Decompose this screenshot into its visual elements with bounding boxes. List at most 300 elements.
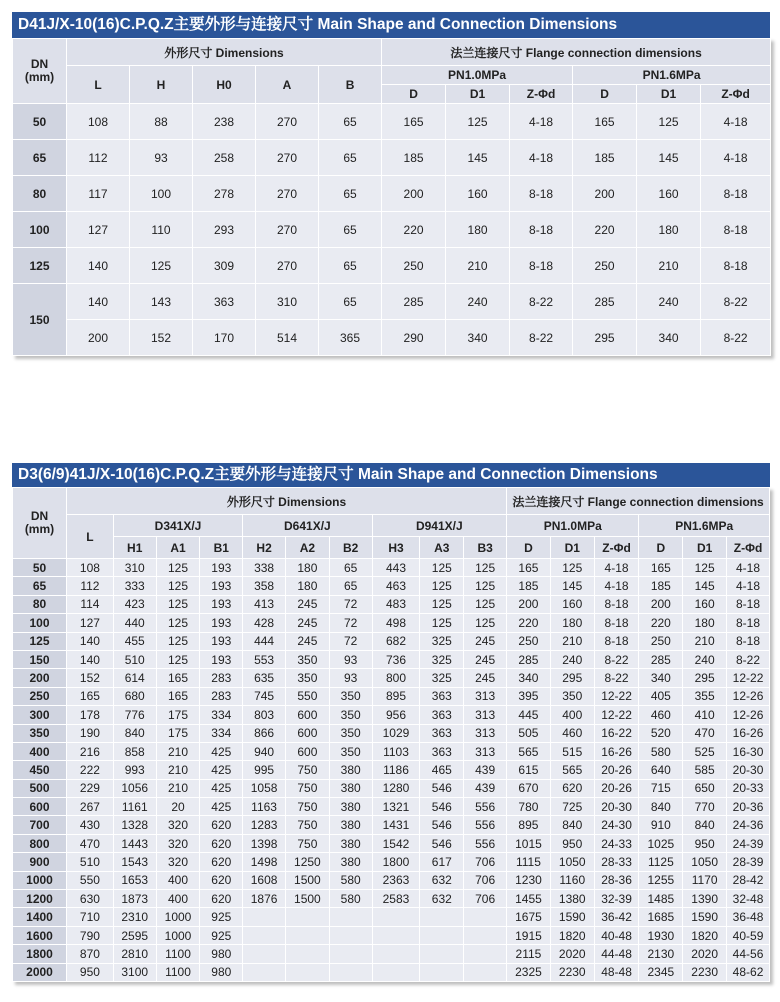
- table-cell: 100: [130, 176, 193, 212]
- table-cell: 803: [243, 706, 286, 724]
- col-header: D: [507, 537, 551, 559]
- table-cell: 600: [285, 724, 329, 742]
- table-cell: 950: [66, 963, 113, 981]
- table-cell: [329, 963, 372, 981]
- table-cell: 1170: [683, 871, 727, 889]
- table-cell: 4-18: [594, 559, 639, 577]
- table-cell: 428: [243, 614, 286, 632]
- dn-cell: 1400: [13, 908, 67, 926]
- table-cell: 340: [639, 669, 683, 687]
- table-cell: 165: [156, 669, 200, 687]
- table-cell: 338: [243, 559, 286, 577]
- table-cell: 350: [329, 742, 372, 760]
- table-row: [13, 926, 770, 944]
- table-cell: 463: [372, 577, 420, 595]
- table-cell: 400: [550, 706, 594, 724]
- table-cell: 1000: [156, 926, 200, 944]
- table-cell: 550: [66, 871, 113, 889]
- table-cell: [329, 945, 372, 963]
- table-cell: 333: [113, 577, 156, 595]
- table-cell: 210: [550, 632, 594, 650]
- table-cell: 585: [683, 761, 727, 779]
- table-cell: 1050: [550, 853, 594, 871]
- table2-body: [13, 559, 770, 982]
- table-cell: 28-39: [727, 853, 770, 871]
- col-L: L: [66, 515, 113, 559]
- table-cell: 325: [420, 650, 464, 668]
- dimensions-header: 外形尺寸 Dimensions: [66, 488, 506, 515]
- table-cell: 1160: [550, 871, 594, 889]
- table-cell: 28-42: [727, 871, 770, 889]
- table-cell: 2020: [550, 945, 594, 963]
- table-cell: 125: [420, 595, 464, 613]
- table-cell: 1590: [683, 908, 727, 926]
- table-cell: 48-48: [594, 963, 639, 981]
- table-row: [13, 140, 771, 176]
- table-cell: 425: [200, 779, 243, 797]
- table-cell: 682: [372, 632, 420, 650]
- table-cell: 285: [382, 284, 446, 320]
- table-cell: 175: [156, 724, 200, 742]
- table-row: [13, 104, 771, 140]
- table-cell: 125: [464, 614, 507, 632]
- table-cell: 114: [66, 595, 113, 613]
- table-cell: 250: [573, 248, 637, 284]
- table-cell: 1590: [550, 908, 594, 926]
- table-cell: 145: [550, 577, 594, 595]
- table-row: [13, 595, 770, 613]
- table-cell: 750: [285, 798, 329, 816]
- table2-block: [12, 463, 770, 982]
- table-cell: 413: [243, 595, 286, 613]
- table-cell: 750: [285, 761, 329, 779]
- table-cell: 2810: [113, 945, 156, 963]
- table-cell: 340: [507, 669, 551, 687]
- table-cell: 152: [130, 320, 193, 356]
- table-cell: 640: [639, 761, 683, 779]
- table-cell: 245: [464, 669, 507, 687]
- table-cell: 1029: [372, 724, 420, 742]
- table-cell: 193: [200, 559, 243, 577]
- table-cell: 1380: [550, 890, 594, 908]
- table-cell: 222: [66, 761, 113, 779]
- table-cell: 425: [200, 798, 243, 816]
- table-row: [13, 212, 771, 248]
- table-cell: [285, 963, 329, 981]
- table-cell: 140: [67, 248, 130, 284]
- pn16-header: PN1.6MPa: [573, 66, 771, 85]
- table-cell: 200: [507, 595, 551, 613]
- col-header: H1: [113, 537, 156, 559]
- table-cell: 1820: [550, 926, 594, 944]
- table-cell: 363: [420, 706, 464, 724]
- table-cell: 65: [319, 212, 382, 248]
- table-cell: 125: [130, 248, 193, 284]
- table-cell: 65: [319, 140, 382, 176]
- table-cell: 556: [464, 834, 507, 852]
- table-cell: [420, 963, 464, 981]
- pn10-header: PN1.0MPa: [382, 66, 573, 85]
- table-row: [13, 706, 770, 724]
- table-cell: 1498: [243, 853, 286, 871]
- table-cell: 200: [67, 320, 130, 356]
- table-cell: 380: [329, 779, 372, 797]
- table-cell: 980: [200, 963, 243, 981]
- table-cell: 995: [243, 761, 286, 779]
- dn-cell: 125: [13, 248, 67, 284]
- table-cell: 546: [420, 834, 464, 852]
- table-cell: 8-18: [727, 595, 770, 613]
- table-cell: 440: [113, 614, 156, 632]
- table-cell: 16-22: [594, 724, 639, 742]
- dn-cell: 600: [13, 798, 67, 816]
- table-cell: 258: [193, 140, 256, 176]
- table-cell: 165: [507, 559, 551, 577]
- table-cell: 580: [639, 742, 683, 760]
- table-cell: 1250: [285, 853, 329, 871]
- table-cell: 320: [156, 834, 200, 852]
- table-cell: 380: [329, 834, 372, 852]
- dn-cell: 100: [13, 614, 67, 632]
- table-cell: 635: [243, 669, 286, 687]
- dn-cell: 65: [13, 140, 67, 176]
- dn-cell: 50: [13, 104, 67, 140]
- table-cell: 1000: [156, 908, 200, 926]
- group-d641: D641X/J: [243, 515, 372, 537]
- table-cell: 72: [329, 595, 372, 613]
- dn-cell: 1000: [13, 871, 67, 889]
- col-header: Z-Φd: [594, 537, 639, 559]
- table-cell: 2325: [507, 963, 551, 981]
- table-cell: 400: [156, 890, 200, 908]
- table-cell: 580: [329, 871, 372, 889]
- table-cell: 1015: [507, 834, 551, 852]
- table-cell: 313: [464, 724, 507, 742]
- table-cell: 12-26: [727, 706, 770, 724]
- table-cell: 1675: [507, 908, 551, 926]
- table-cell: 430: [66, 816, 113, 834]
- table-cell: 210: [156, 742, 200, 760]
- table-cell: 395: [507, 687, 551, 705]
- table-cell: 8-22: [510, 320, 573, 356]
- table-cell: 355: [683, 687, 727, 705]
- table-cell: 193: [200, 632, 243, 650]
- table-cell: 20-30: [594, 798, 639, 816]
- table-cell: 1485: [639, 890, 683, 908]
- table-cell: 88: [130, 104, 193, 140]
- dn-cell: 900: [13, 853, 67, 871]
- table-cell: 12-26: [727, 687, 770, 705]
- col-header: B1: [200, 537, 243, 559]
- table-row: [13, 798, 770, 816]
- table-cell: 8-22: [510, 284, 573, 320]
- table-cell: 750: [285, 834, 329, 852]
- table-cell: 285: [507, 650, 551, 668]
- table-cell: 380: [329, 816, 372, 834]
- table-cell: 185: [639, 577, 683, 595]
- table-cell: 125: [550, 559, 594, 577]
- table-row: [13, 834, 770, 852]
- table-cell: 125: [420, 559, 464, 577]
- table-cell: 750: [285, 779, 329, 797]
- table-cell: 295: [573, 320, 637, 356]
- table-cell: 956: [372, 706, 420, 724]
- table-cell: 28-33: [594, 853, 639, 871]
- table-cell: 36-48: [727, 908, 770, 926]
- table-cell: 632: [420, 890, 464, 908]
- table-cell: 1876: [243, 890, 286, 908]
- table-cell: 152: [66, 669, 113, 687]
- table-cell: 2230: [683, 963, 727, 981]
- table-cell: 1230: [507, 871, 551, 889]
- table-cell: 140: [66, 650, 113, 668]
- table-row: [13, 816, 770, 834]
- dn-cell: 80: [13, 176, 67, 212]
- dn-cell: 1200: [13, 890, 67, 908]
- pn16-header: PN1.6MPa: [639, 515, 770, 537]
- col-D-pn16: D: [573, 85, 637, 104]
- table-cell: 4-18: [510, 104, 573, 140]
- table-cell: 125: [420, 577, 464, 595]
- table1: [12, 38, 771, 356]
- table-cell: 565: [550, 761, 594, 779]
- table-cell: 1163: [243, 798, 286, 816]
- dn-cell: 250: [13, 687, 67, 705]
- col-header: A3: [420, 537, 464, 559]
- table1-body: [13, 104, 771, 356]
- table-cell: 125: [156, 614, 200, 632]
- table-cell: 1443: [113, 834, 156, 852]
- table-cell: 125: [446, 104, 510, 140]
- table-cell: 28-36: [594, 871, 639, 889]
- table-cell: 993: [113, 761, 156, 779]
- table-cell: 320: [156, 816, 200, 834]
- table-cell: 380: [329, 761, 372, 779]
- table-cell: 363: [420, 687, 464, 705]
- table-cell: 514: [256, 320, 319, 356]
- col-header: A2: [285, 537, 329, 559]
- table-cell: 745: [243, 687, 286, 705]
- table-cell: 48-62: [727, 963, 770, 981]
- table-cell: 240: [683, 650, 727, 668]
- table-row: [13, 320, 771, 356]
- table-cell: 240: [550, 650, 594, 668]
- pn10-header: PN1.0MPa: [507, 515, 639, 537]
- table-row: [13, 669, 770, 687]
- col-header: B2: [329, 537, 372, 559]
- table-cell: 250: [507, 632, 551, 650]
- table-cell: 525: [683, 742, 727, 760]
- table-cell: 1873: [113, 890, 156, 908]
- table-cell: 185: [573, 140, 637, 176]
- table-cell: 510: [66, 853, 113, 871]
- table1-title: D41J/X-10(16)C.P.Q.Z主要外形与连接尺寸 Main Shape and Connection Dimensions: [12, 12, 770, 38]
- table-cell: 439: [464, 779, 507, 797]
- table-cell: 1100: [156, 963, 200, 981]
- table-cell: [420, 908, 464, 926]
- table-cell: [372, 926, 420, 944]
- table-row: [13, 779, 770, 797]
- table-cell: 520: [639, 724, 683, 742]
- table-cell: 1542: [372, 834, 420, 852]
- table-cell: 125: [156, 559, 200, 577]
- table-cell: 4-18: [727, 559, 770, 577]
- table-cell: 180: [285, 559, 329, 577]
- col-L: L: [67, 66, 130, 104]
- table-cell: 620: [200, 853, 243, 871]
- table-cell: 465: [420, 761, 464, 779]
- table-cell: 185: [507, 577, 551, 595]
- table-cell: [464, 963, 507, 981]
- col-header: D: [639, 537, 683, 559]
- table-cell: 910: [639, 816, 683, 834]
- table-cell: 20-33: [727, 779, 770, 797]
- table-cell: 895: [507, 816, 551, 834]
- dn-header: DN (mm): [13, 488, 67, 559]
- table-cell: 1328: [113, 816, 156, 834]
- dn-cell: 2000: [13, 963, 67, 981]
- table-cell: 93: [130, 140, 193, 176]
- table-cell: 350: [550, 687, 594, 705]
- table-cell: 125: [464, 577, 507, 595]
- table-cell: 240: [446, 284, 510, 320]
- table-row: [13, 687, 770, 705]
- table-cell: 160: [637, 176, 701, 212]
- col-header: Z-Φd: [727, 537, 770, 559]
- table-row: [13, 853, 770, 871]
- table-cell: 443: [372, 559, 420, 577]
- table-cell: 313: [464, 706, 507, 724]
- col-D-pn10: D: [382, 85, 446, 104]
- table-cell: 200: [382, 176, 446, 212]
- table-cell: 670: [507, 779, 551, 797]
- table-cell: 145: [637, 140, 701, 176]
- col-header: H2: [243, 537, 286, 559]
- table-cell: 1058: [243, 779, 286, 797]
- table-cell: 1161: [113, 798, 156, 816]
- table-cell: 193: [200, 614, 243, 632]
- table-cell: 220: [573, 212, 637, 248]
- dn-cell: 450: [13, 761, 67, 779]
- table-cell: 16-26: [594, 742, 639, 760]
- table-cell: 725: [550, 798, 594, 816]
- table-cell: 425: [200, 761, 243, 779]
- table-row: [13, 284, 771, 320]
- table-cell: 1186: [372, 761, 420, 779]
- table-cell: 556: [464, 816, 507, 834]
- table-cell: 245: [285, 595, 329, 613]
- table-cell: 270: [256, 176, 319, 212]
- table-cell: 790: [66, 926, 113, 944]
- table-cell: 1543: [113, 853, 156, 871]
- table-cell: 8-22: [594, 669, 639, 687]
- dn-cell: 1600: [13, 926, 67, 944]
- table-cell: 290: [382, 320, 446, 356]
- table-cell: 180: [637, 212, 701, 248]
- table-cell: 245: [285, 614, 329, 632]
- table-cell: 125: [156, 577, 200, 595]
- dn-cell: 800: [13, 834, 67, 852]
- table-cell: 2130: [639, 945, 683, 963]
- table-cell: 20: [156, 798, 200, 816]
- table-cell: 165: [639, 559, 683, 577]
- table-cell: 950: [683, 834, 727, 852]
- col-H0: H0: [193, 66, 256, 104]
- table-cell: 44-56: [727, 945, 770, 963]
- table2: [12, 487, 770, 982]
- table-cell: 140: [66, 632, 113, 650]
- table-cell: 185: [382, 140, 446, 176]
- table-cell: 620: [550, 779, 594, 797]
- table-cell: 190: [66, 724, 113, 742]
- table-cell: 615: [507, 761, 551, 779]
- table-cell: 1608: [243, 871, 286, 889]
- table-cell: 2115: [507, 945, 551, 963]
- table-cell: 165: [382, 104, 446, 140]
- table-cell: 546: [420, 816, 464, 834]
- table-cell: 1100: [156, 945, 200, 963]
- table-cell: 160: [550, 595, 594, 613]
- table-cell: 125: [156, 650, 200, 668]
- table-cell: 160: [446, 176, 510, 212]
- dn-cell: 50: [13, 559, 67, 577]
- table-cell: 125: [156, 632, 200, 650]
- table-cell: 180: [683, 614, 727, 632]
- table-cell: 8-18: [594, 595, 639, 613]
- table-cell: 715: [639, 779, 683, 797]
- table-cell: [243, 963, 286, 981]
- table-cell: 840: [550, 816, 594, 834]
- table-cell: 145: [683, 577, 727, 595]
- dn-cell: 125: [13, 632, 67, 650]
- table-cell: 1103: [372, 742, 420, 760]
- table-cell: 270: [256, 212, 319, 248]
- table-cell: 1398: [243, 834, 286, 852]
- table-row: [13, 908, 770, 926]
- table-cell: 293: [193, 212, 256, 248]
- table-cell: 180: [446, 212, 510, 248]
- table-cell: 143: [130, 284, 193, 320]
- table-cell: 65: [329, 559, 372, 577]
- table-cell: 295: [683, 669, 727, 687]
- table-cell: 229: [66, 779, 113, 797]
- table-cell: [420, 926, 464, 944]
- table-cell: 600: [285, 742, 329, 760]
- table-cell: 483: [372, 595, 420, 613]
- table-cell: 2020: [683, 945, 727, 963]
- table-cell: [285, 926, 329, 944]
- table-cell: 1283: [243, 816, 286, 834]
- col-A: A: [256, 66, 319, 104]
- dn-cell: 500: [13, 779, 67, 797]
- table-cell: 240: [637, 284, 701, 320]
- table-cell: 8-18: [594, 632, 639, 650]
- table-cell: 32-48: [727, 890, 770, 908]
- table-cell: 363: [420, 742, 464, 760]
- table-cell: 170: [193, 320, 256, 356]
- table-cell: [464, 945, 507, 963]
- table-cell: 285: [639, 650, 683, 668]
- table-cell: 736: [372, 650, 420, 668]
- table-cell: [243, 926, 286, 944]
- dn-cell: 200: [13, 669, 67, 687]
- col-B: B: [319, 66, 382, 104]
- table-cell: 580: [329, 890, 372, 908]
- table-cell: 313: [464, 742, 507, 760]
- table-cell: 460: [550, 724, 594, 742]
- table-cell: 1056: [113, 779, 156, 797]
- table-cell: 706: [464, 890, 507, 908]
